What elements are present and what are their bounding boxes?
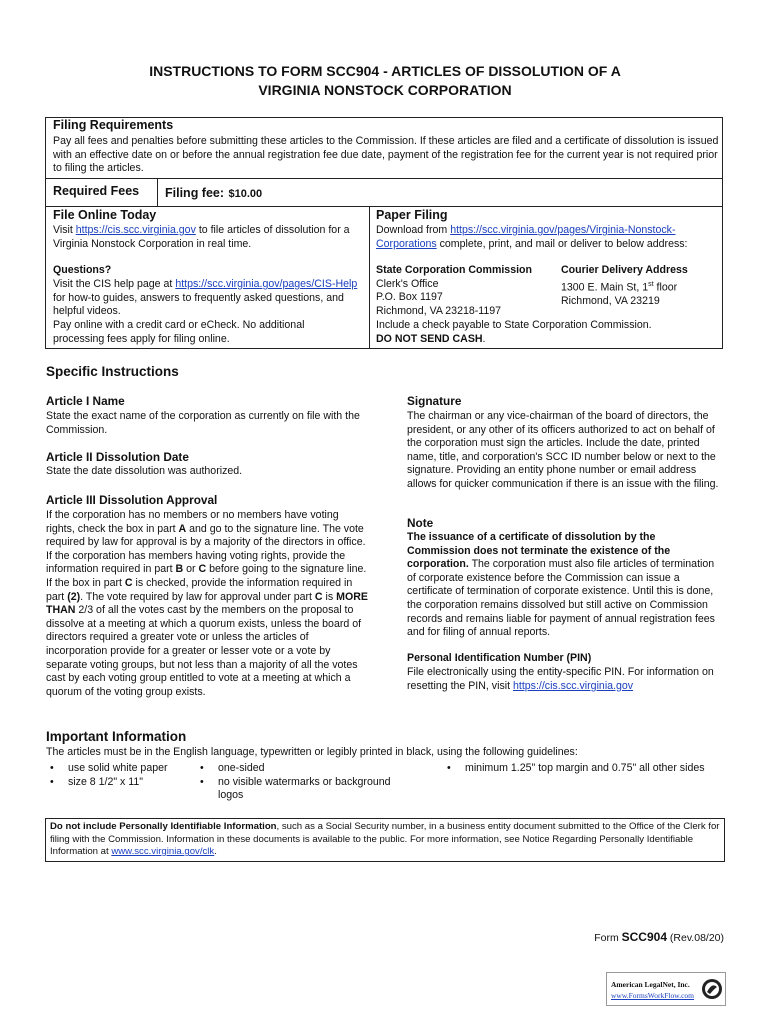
form-code: SCC904 xyxy=(621,930,667,944)
signature-heading: Signature xyxy=(407,394,462,408)
scc-address-line-2: P.O. Box 1197 xyxy=(376,291,443,304)
file-online-text-pre: Visit xyxy=(53,224,76,236)
paper-filing-heading: Paper Filing xyxy=(376,208,448,222)
article-1-heading: Article I Name xyxy=(46,394,125,408)
form-label: Form xyxy=(594,932,622,944)
no-cash-period: . xyxy=(482,332,486,345)
pay-online-text: Pay online with a credit card or eCheck. No additional processing fees apply for filing online. xyxy=(53,319,305,345)
guidelines-list-2 xyxy=(196,762,416,803)
pin-body-text: File electronically using the entity-specific PIN. For information on resetting the PIN, visit xyxy=(407,666,714,692)
important-information-heading: Important Information xyxy=(46,729,187,744)
article-3-text: If the corporation has no members or no members have voting rights, check the box in part A and go to the signature line. The vote required by law for approval is by a majority of the directors in office. If the corporation has members having voting rights, provide the information required in part B or C before going to the signature line. If the box in part C is checked, provide the information required in part (2). The vote required by law for approval under part C is MORE THAN 2/3 of all the votes cast by the members on the proposal to dissolve at a meeting at which a quorum exists, unless the board of directors required a greater vote or unless the articles of incorporation provide for a greater or lesser vote or a vote by separate voting groups, but not less than a majority of all the votes cast by each voting group entitled to vote at a meeting at which a quorum of the voting group exists. xyxy=(46,509,368,698)
questions-text xyxy=(53,278,359,319)
check-payable-text xyxy=(376,319,716,346)
article-1-text: State the exact name of the corporation as currently on file with the Commission. xyxy=(46,410,360,436)
courier-address-heading: Courier Delivery Address xyxy=(561,264,688,276)
filing-fee-value: $10.00 xyxy=(228,188,263,200)
article-2-heading: Article II Dissolution Date xyxy=(46,450,189,464)
title-line-2: VIRGINIA NONSTOCK CORPORATION xyxy=(258,82,512,98)
article-2-text: State the date dissolution was authorized. xyxy=(46,465,243,477)
paper-filing-text xyxy=(376,224,716,251)
pin-heading: Personal Identification Number (PIN) xyxy=(407,652,592,664)
important-intro: The articles must be in the English language, typewritten or legibly printed in black, using the following guidelines: xyxy=(46,746,578,758)
form-number xyxy=(594,930,724,944)
note-heading: Note xyxy=(407,516,434,530)
file-online-heading: File Online Today xyxy=(53,208,157,222)
filing-requirements-heading: Filing Requirements xyxy=(53,118,174,132)
cis-link[interactable]: https://cis.scc.virginia.gov xyxy=(75,224,196,236)
form-revision: (Rev.08/20) xyxy=(667,932,724,944)
scc-address-heading: State Corporation Commission xyxy=(376,264,532,276)
pii-notice-text xyxy=(50,821,720,859)
guidelines-list-3 xyxy=(443,762,713,776)
courier-floor-suffix: st xyxy=(648,280,654,288)
guidelines-list-1 xyxy=(46,762,196,789)
pin-text xyxy=(407,666,719,693)
scc-address-line-1: Clerk's Office xyxy=(376,277,439,290)
pii-bold-text: Do not include Personally Identifiable Information xyxy=(50,821,277,832)
courier-street: 1300 E. Main St, 1 xyxy=(561,281,649,294)
pii-body-text: , such as a Social Security number, in a business entity document submitted to the Office of the Clerk for filing with the Commission. Information in these documents is available to the public. For more information, see Notice Regarding Personally Identifiable Information at xyxy=(50,821,720,858)
required-fees-label: Required Fees xyxy=(53,184,140,198)
publisher-logo-icon xyxy=(701,978,723,1000)
guideline-item: • minimum 1.25" top margin and 0.75" all other sides xyxy=(443,762,713,776)
file-online-text-post: to file articles of dissolution for a Virginia Nonstock Corporation in real time. xyxy=(53,224,350,250)
publisher-name: American LegalNet, Inc. xyxy=(611,980,690,989)
signature-text: The chairman or any vice-chairman of the board of directors, the president, or any other of its officers authorized to act on behalf of the corporation must sign the articles. Include the date, printed name, title, and corporation's SCC ID number below or next to the signature. Providing an entity phone number or email address allows for quicker communication if there is an issue with the filing. xyxy=(407,410,719,490)
clk-link[interactable]: www.scc.virginia.gov/clk xyxy=(111,846,215,858)
filing-requirements-text: Pay all fees and penalties before submitting these articles to the Commission. If these articles are filed and a certificate of dissolution is issued with an effective date on or before the annual registration fee due date, payment of the registration fee for the current year is not required prior to filing the articles. xyxy=(53,135,719,175)
note-text xyxy=(407,531,721,640)
guideline-item: • use solid white paper xyxy=(46,762,196,776)
note-body-text: The corporation must also file articles of termination of corporate existence before the Commission can issue a certificate of termination of corporate existence. Until this is done, the corporation remains dissolved but still active on Commission records and remains liable for payment of annual registration fees and for filing of annual reports. xyxy=(407,558,715,639)
page-title xyxy=(60,62,710,100)
publisher-url[interactable]: www.FormsWorkFlow.com xyxy=(611,991,695,1000)
courier-floor: floor xyxy=(653,281,678,294)
nonstock-corporations-link[interactable]: https://scc.virginia.gov/pages/Virginia-Nonstock-Corporations xyxy=(376,224,676,250)
guideline-item: • no visible watermarks or background logos xyxy=(196,776,416,803)
guideline-item: • size 8 1/2" x 11" xyxy=(46,776,196,790)
title-line-1: INSTRUCTIONS TO FORM SCC904 - ARTICLES OF DISSOLUTION OF A xyxy=(149,63,621,79)
filing-fee xyxy=(165,184,262,202)
note-bold-text: The issuance of a certificate of dissolution by the Commission does not terminate the existence of the corporation. xyxy=(407,531,671,571)
questions-heading: Questions? xyxy=(53,264,112,276)
specific-instructions-heading: Specific Instructions xyxy=(46,364,179,379)
paper-filing-text-post: complete, print, and mail or deliver to below address: xyxy=(436,237,688,250)
article-3-heading: Article III Dissolution Approval xyxy=(46,493,218,507)
scc-address-line-3: Richmond, VA 23218-1197 xyxy=(376,304,502,317)
courier-address-line-1 xyxy=(561,278,721,295)
cis-help-link[interactable]: https://scc.virginia.gov/pages/CIS-Help xyxy=(175,278,358,290)
guideline-item: • one-sided xyxy=(196,762,416,776)
pii-end: . xyxy=(214,846,217,858)
paper-filing-text-pre: Download from xyxy=(376,224,451,236)
pin-link[interactable]: https://cis.scc.virginia.gov xyxy=(512,679,634,692)
courier-address-line-2: Richmond, VA 23219 xyxy=(561,294,660,307)
courier-address xyxy=(561,264,721,308)
publisher-stamp xyxy=(606,972,726,1006)
no-cash-notice: DO NOT SEND CASH xyxy=(376,332,483,345)
check-payable-line: Include a check payable to State Corporation Commission. xyxy=(376,319,652,331)
questions-text-post: for how-to guides, answers to frequently asked questions, and helpful videos. xyxy=(53,291,344,318)
questions-text-pre: Visit the CIS help page at xyxy=(53,278,176,290)
scc-mailing-address xyxy=(376,264,556,318)
filing-fee-label: Filing fee: xyxy=(165,186,225,200)
file-online-text xyxy=(53,224,365,251)
